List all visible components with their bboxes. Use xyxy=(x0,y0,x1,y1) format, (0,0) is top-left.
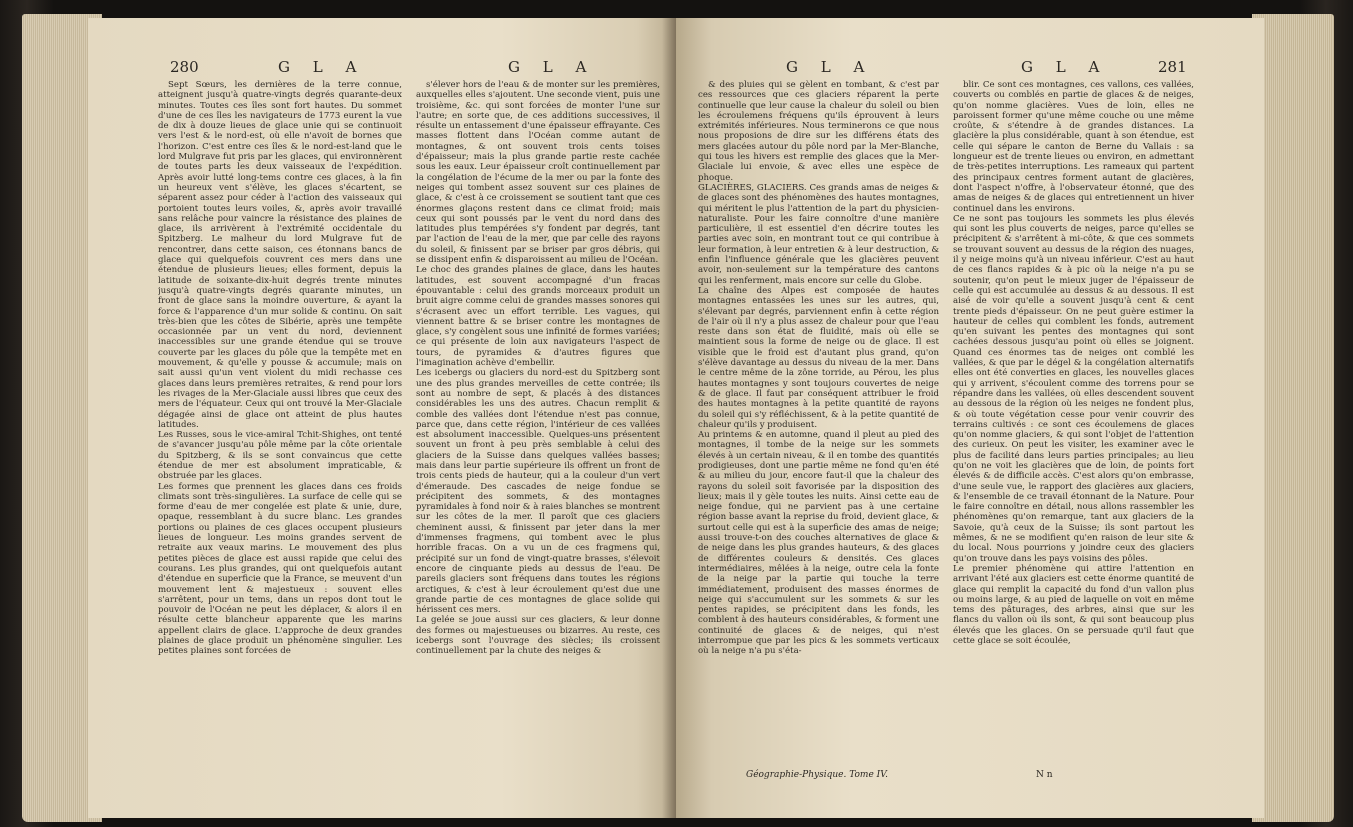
left-page xyxy=(88,18,678,818)
left-column-1-text: Sept Sœurs, les dernières de la terre connue, atteignent jusqu'à quatre-vingts degrés quarante-deux minutes. Toutes ces îles sont fort hautes. Du sommet d'une de ces îles les navigateurs de 1773 eurent la vue de dix à douze lieues de glace unie qui se continuoit vers l'est & le nord-est, où elle n'avoit de bornes que l'horizon. C'est entre ces îles & le nord-est-land que le lord Mulgrave fut pris par les glaces, qui environnèrent de toutes parts les deux vaisseaux de l'expédition. Après avoir lutté long-tems contre ces glaces, à la fin un heureux vent s'élève, les glaces s'écartent, se séparent assez pour céder à l'action des vaisseaux qui portoient toutes leurs voiles, &, après avoir travaillé sans relâche pour vaincre la résistance des plaines de glace, ils arrivèrent à l'extrémité occidentale du Spitzberg. Le malheur du lord Mulgrave fut de rencontrer, dans cette saison, ces étonnans bancs de glace qui quelquefois couvrent ces mers dans une étendue de plusieurs lieues; elles forment, depuis la latitude de soixante-dix-huit degrés trente minutes jusqu'à quatre-vingts degrés quarante minutes, un front de glace sans la moindre ouverture, & ayant la force & l'apparence d'un mur solide & continu. On sait très-bien que les côtes de Sibérie, après une tempête occasionnée par un vent du nord, deviennent inaccessibles sur une grande étendue qui se trouve couverte par les glaces du pôle que la tempête met en mouvement, & qu'elle y pousse & accumule; mais on sait aussi qu'un vent violent du midi rechasse ces glaces dans leurs premières retraites, & rend pour lors les rivages de la Mer-Glaciale aussi libres que ceux des mers de l'équateur. Ceux qui ont trouvé la Mer-Glaciale dégagée ainsi de glace ont atteint de plus hautes latitudes. Les Russes, sous le vice-amiral Tchit-Shighes, ont tenté de s'avancer jusqu'au pôle même par la côte orientale du Spitzberg, & ils se sont convaincus que cette étendue de mer est absolument impraticable, & obstruée par les glaces. Les formes que prennent les glaces dans ces froids climats sont très-singulières. La surface de celle qui se forme d'eau de mer congelée est plate & unie, dure, opaque, ressemblant à du sucre blanc. Les grandes portions ou plaines de ces glaces occupent plusieurs lieues de longueur. Les moins grandes servent de retraite aux veaux marins. Le mouvement des plus petites pièces de glace est aussi rapide que celui des courans. Les plus grandes, qui ont quelquefois autant d'étendue en superficie que la France, se meuvent d'un mouvement lent & majestueux : souvent elles s'arrêtent, pour un tems, dans un repos dont tout le pouvoir de l'Océan ne peut les déplacer, & alors il en résulte cette blancheur apparente que les marins appellent clairs de glace. L'approche de deux grandes plaines de glace produit un phénomène singulier. Les petites plaines sont forcées de xyxy=(158,80,402,657)
right-page xyxy=(676,18,1264,818)
right-column-2-text: blir. Ce sont ces montagnes, ces vallons, ces vallées, couverts ou comblés en partie de glaces & de neiges, qu'on nomme glacières. Vues de loin, elles ne paroissent former qu'une même couche ou une même croûte, & s'étendre à de grandes distances. La glacière la plus considérable, quant à son étendue, est celle qui sépare le canton de Berne du Vallais : sa longueur est de trente lieues ou environ, en admettant de très-petites interruptions. Les rameaux qui partent des principaux centres forment autant de glacières, dont l'aspect n'offre, à l'observateur étonné, que des amas de neiges & de glaces qui entretiennent un hiver continuel dans les environs. Ce ne sont pas toujours les sommets les plus élevés qui sont les plus couverts de neiges, parce qu'elles se précipitent & s'arrêtent à mi-côte, & que ces sommets se trouvant souvent au dessus de la région des nuages, il y neige moins qu'à un niveau inférieur. C'est au haut de ces flancs rapides & à pic où la neige n'a pu se soutenir, qu'on peut le mieux juger de l'épaisseur de celle qui est accumulée au dessus & au dessous. Il est aisé de voir qu'elle a souvent jusqu'à cent & cent trente pieds d'épaisseur. On ne peut guère estimer la hauteur de celles qui comblent les fonds, autrement qu'en suivant les pentes des montagnes qui sont cachées dessous jusqu'au point où elles se joignent. Quand ces énormes tas de neiges ont comblé les vallées, & que par le dégel & la congélation alternatifs elles ont été converties en glaces, les nouvelles glaces qui y arrivent, s'écoulent comme des torrens pour se répandre dans les vallées, où elles descendent souvent au dessous de la région où les neiges ne fondent plus, & où toute végétation cesse pour venir couvrir des terrains cultivés : ce sont ces écoulemens de glaces qu'on nomme glaciers, & qui sont l'objet de l'attention des curieux. On peut les visiter, les examiner avec le plus de facilité dans leurs parties principales; au lieu qu'on ne voit les glacières que de loin, de points fort élevés & de difficile accès. C'est alors qu'on embrasse, d'une seule vue, le rapport des glacières aux glaciers, & l'ensemble de ce travail étonnant de la Nature. Pour le faire connoître en détail, nous allons rassembler les phénomènes qu'on remarque, tant aux glaciers de la Savoie, qu'à ceux de la Suisse; ils sont partout les mêmes, & ne se modifient qu'en raison de leur site & du local. Nous pourrions y joindre ceux des glaciers qu'on trouve dans les pays voisins des pôles. Le premier phénomène qui attire l'attention en arrivant l'été aux glaciers est cette énorme quantité de glace qui remplit la capacité du fond d'un vallon plus ou moins large, & au pied de laquelle on voit en même tems des pâturages, des arbres, ainsi que sur les flancs du vallon où ils sont, & qui sont beaucoup plus élevés que les glaces. On se persuade qu'il faut que cette glace se soit écoulée, xyxy=(953,80,1194,647)
left-column-2-text: s'élever hors de l'eau & de monter sur les premières, auxquelles elles s'ajoutent. Une seconde vient, puis une troisième, &c. qui sont forcées de monter l'une sur l'autre; en sorte que, de ces additions successives, il résulte un entassement d'une épaisseur effrayante. Ces masses flottent dans l'Océan comme autant de montagnes, & ont souvent trois cents toises d'épaisseur; mais la plus grande partie reste cachée sous les eaux. Leur épaisseur croît continuellement par la congélation de l'écume de la mer ou par la fonte des neiges qui tombent assez souvent sur ces plaines de glace, & c'est à ce croissement se soutient tant que ces énormes glaçons restent dans ce climat froid; mais ceux qui sont poussés par le vent du nord dans des latitudes plus tempérées s'y fondent par degrés, tant par l'action de l'eau de la mer, que par celle des rayons du soleil, & finissent par se briser par gros débris, qui se dissipent enfin & disparoissent au milieu de l'Océan. Le choc des grandes plaines de glace, dans les hautes latitudes, est souvent accompagné d'un fracas épouvantable : celui des grands morceaux produit un bruit aigre comme celui de grandes masses sonores qui s'écrasent avec un effort terrible. Les vagues, qui viennent battre & se briser contre les montagnes de glace, s'y congèlent sous une infinité de formes variées; ce qui présente de loin aux navigateurs l'aspect de tours, de pyramides & d'autres figures que l'imagination achève d'embellir. Les icebergs ou glaciers du nord-est du Spitzberg sont une des plus grandes merveilles de cette contrée; ils sont au nombre de sept, & placés à des distances considérables les uns des autres. Chacun remplit & comble des vallées dont l'étendue n'est pas connue, parce que, dans cette région, l'intérieur de ces vallées est absolument inaccessible. Quelques-uns présentent souvent un front à peu près semblable à celui des glaciers de la Suisse dans quelques vallées basses; mais dans leur partie supérieure ils offrent un front de trois cents pieds de hauteur, qui a la couleur d'un vert d'émeraude. Des cascades de neige fondue se précipitent des sommets, & des montagnes pyramidales à fond noir & à raies blanches se montrent sur les côtes de la mer. Il paroît que ces glaciers cheminent aussi, & finissent par jeter dans la mer d'immenses fragmens, qui tombent avec le plus horrible fracas. On a vu un de ces fragmens qui, précipité sur un fond de vingt-quatre brasses, s'élevoit encore de cinquante pieds au dessus de l'eau. De pareils glaciers sont fréquens dans toutes les régions arctiques, & c'est à leur écroulement qu'est due une grande partie de ces montagnes de glace solide qui hérissent ces mers. La gelée se joue aussi sur ces glaciers, & leur donne des formes ou majestueuses ou bizarres. Au reste, ces icebergs sont l'ouvrage des siècles; ils croissent continuellement par la chute des neiges & xyxy=(416,80,660,657)
running-head-right-2: G L A xyxy=(1021,58,1109,76)
left-columns xyxy=(158,80,660,818)
right-column-2 xyxy=(953,80,1194,818)
running-head-left-2: G L A xyxy=(508,58,596,76)
page-number-right: 281 xyxy=(1158,58,1187,76)
left-column-2 xyxy=(416,80,660,818)
footer-title: Géographie-Physique. Tome IV. xyxy=(746,770,888,780)
running-head-left-1: G L A xyxy=(278,58,366,76)
left-column-1 xyxy=(158,80,402,818)
right-column-1-text: & des pluies qui se gèlent en tombant, & c'est par ces ressources que ces glaciers réparent la perte continuelle que leur cause la chaleur du soleil ou bien les écroulemens fréquens qu'ils éprouvent à leurs extrémités inférieures. Nous terminerons ce que nous nous proposions de dire sur les différens états des mers glacées autour du pôle nord par la Mer-Blanche, qui tous les hivers est remplie des glaces que la Mer-Glaciale lui envoie, & avec elles une espèce de phoque. GLACIÈRES, GLACIERS. Ces grands amas de neiges & de glaces sont des phénomènes des hautes montagnes, qui méritent le plus l'attention de la part du physicien-naturaliste. Pour les faire connoître d'une manière particulière, il est essentiel d'en décrire toutes les parties avec soin, en montrant tout ce qui contribue à leur formation, à leur entretien & à leur destruction, & enfin l'influence générale que les glacières peuvent avoir, non-seulement sur la température des cantons qui les renferment, mais encore sur celle du Globe. La chaîne des Alpes est composée de hautes montagnes entassées les unes sur les autres, qui, s'élevant par degrés, parviennent enfin à cette région de l'air où il n'y a plus assez de chaleur pour que l'eau reste dans son état de fluidité, mais où elle se maintient sous la forme de neige ou de glace. Il est visible que le froid est d'autant plus grand, qu'on s'élève davantage au dessus du niveau de la mer. Dans le centre même de la zône torride, au Pérou, les plus hautes montagnes y sont toujours couvertes de neige & de glace. Il faut par conséquent attribuer le froid des hautes montagnes à la petite quantité de rayons du soleil qui s'y réfléchissent, & à la petite quantité de chaleur qu'ils y produisent. Au printems & en automne, quand il pleut au pied des montagnes, il tombe de la neige sur les sommets élevés à un certain niveau, & il en tombe des quantités prodigieuses, dont une partie même ne fond qu'en été & au milieu du jour, encore faut-il que la chaleur des rayons du soleil soit favorisée par la disposition des lieux; mais il y gèle toutes les nuits. Ainsi cette eau de neige fondue, qui ne parvient pas à une certaine région basse avant la reprise du froid, devient glace, & surtout celle qui est à la superficie des amas de neige; aussi trouve-t-on des couches alternatives de glace & de neige dans les plus grandes hauteurs, & des glaces de différentes couleurs & densités. Ces glaces intermédiaires, mêlées à la neige, outre cela la fonte de la neige par la partie qui touche la terre immédiatement, produisent des masses énormes de neige qui s'accumulent sur les sommets & sur les pentes rapides, se précipitent dans les fonds, les comblent à des hauteurs considérables, & forment une continuité de glaces & de neiges, qui n'est interrompue que par les pics & les sommets verticaux où la neige n'a pu s'éta- xyxy=(698,80,939,657)
right-columns xyxy=(698,80,1194,818)
signature-mark: N n xyxy=(1036,770,1053,780)
right-column-1 xyxy=(698,80,939,818)
running-head-right-1: G L A xyxy=(786,58,874,76)
page-number-left: 280 xyxy=(170,58,199,76)
book-edge-right xyxy=(1252,14,1334,822)
